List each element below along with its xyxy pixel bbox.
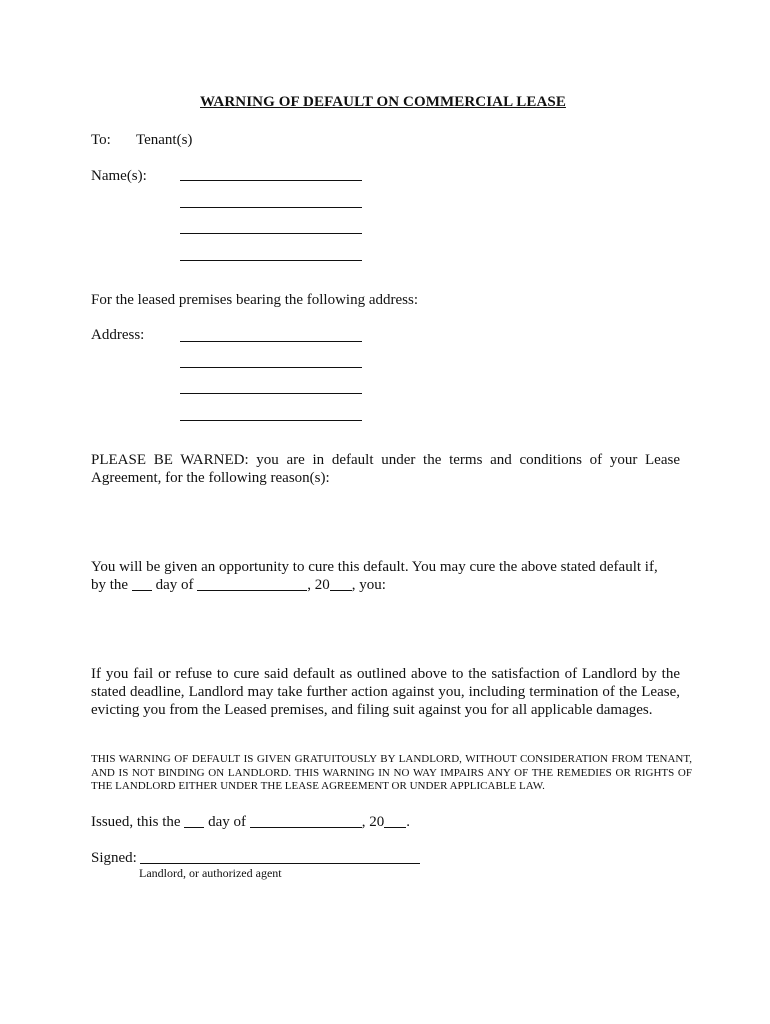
to-label: To: [91, 132, 111, 148]
address-line-2[interactable] [180, 367, 362, 368]
address-line-3[interactable] [180, 393, 362, 394]
issued-end: . [406, 814, 410, 830]
cure-day-blank[interactable] [132, 577, 152, 591]
signer-caption: Landlord, or authorized agent [139, 866, 282, 880]
signed-label: Signed: [91, 850, 137, 866]
document-title: WARNING OF DEFAULT ON COMMERCIAL LEASE [200, 94, 566, 110]
warning-paragraph: PLEASE BE WARNED: you are in default under the terms and conditions of your Lease Agreement, for the following reason(s): [91, 452, 680, 486]
address-line-1[interactable] [180, 341, 362, 342]
issued-year-blank[interactable] [384, 814, 406, 828]
to-value: Tenant(s) [136, 132, 193, 148]
name-line-2[interactable] [180, 207, 362, 208]
issued-comma-20: , 20 [361, 814, 385, 830]
day-of-text: day of [155, 577, 194, 593]
issued-month-blank[interactable] [250, 814, 362, 828]
names-label: Name(s): [91, 168, 147, 184]
signature-line[interactable] [140, 863, 420, 864]
name-line-3[interactable] [180, 233, 362, 234]
cure-line-2 [91, 576, 386, 594]
comma-20-text: , 20 [307, 577, 330, 593]
name-line-4[interactable] [180, 260, 362, 261]
issued-day-blank[interactable] [184, 814, 204, 828]
issued-day-of: day of [208, 814, 246, 830]
issued-prefix: Issued, this the [91, 814, 181, 830]
address-line-4[interactable] [180, 420, 362, 421]
premises-text: For the leased premises bearing the following address: [91, 292, 418, 308]
issued-line [91, 813, 410, 831]
disclaimer-paragraph: THIS WARNING OF DEFAULT IS GIVEN GRATUITOUSLY BY LANDLORD, WITHOUT CONSIDERATION FROM TENANT, AND IS NOT BINDING ON LANDLORD. THIS WARNING IN NO WAY IMPAIRS ANY OF THE REMEDIES OR RIGHTS OF THE LANDLORD EITHER UNDER THE LEASE AGREEMENT OR UNDER APPLICABLE LAW. [91, 753, 692, 792]
fail-paragraph: If you fail or refuse to cure said default as outlined above to the satisfaction of Landlord by the stated deadline, Landlord may take further action against you, including termination of the Lease, evicting you from the Leased premises, and filing suit against you for all applicable damages. [91, 666, 680, 718]
address-label: Address: [91, 327, 145, 343]
cure-month-blank[interactable] [197, 577, 307, 591]
you-text: , you: [351, 577, 386, 593]
by-the-text: by the [91, 577, 129, 593]
cure-line-1: You will be given an opportunity to cure this default. You may cure the above stated default if, [91, 559, 658, 575]
name-line-1[interactable] [180, 180, 362, 181]
cure-year-blank[interactable] [330, 577, 352, 591]
